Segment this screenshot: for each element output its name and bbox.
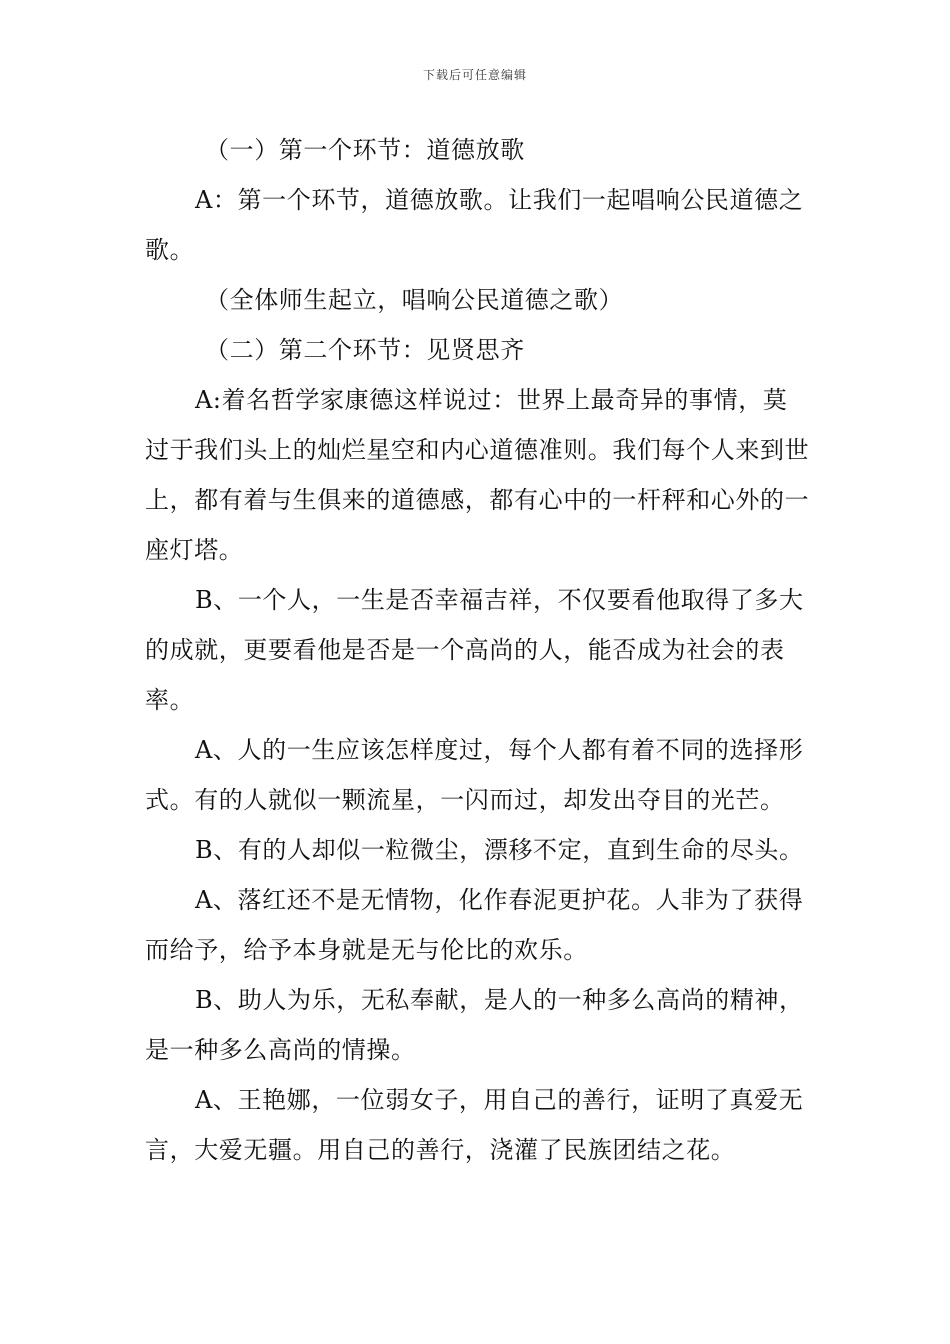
document-body (145, 125, 810, 1175)
page-header: 下载后可任意编辑 (422, 68, 527, 82)
paragraph: B、助人为乐，无私奉献，是人的一种多么高尚的精神，是一种多么高尚的情操。 (145, 986, 804, 1064)
section-heading-2: （二）第二个环节：见贤思齐 (205, 336, 525, 364)
stage-direction: （全体师生起立，唱响公民道德之歌） (205, 286, 624, 314)
section-heading-1: （一）第一个环节：道德放歌 (205, 136, 525, 164)
paragraph: B、一个人，一生是否幸福吉祥，不仅要看他取得了多大的成就，更要看他是否是一个高尚的人，能否成为社会的表率。 (145, 586, 804, 714)
paragraph: B、有的人却似一粒微尘，漂移不定，直到生命的尽头。 (195, 836, 804, 864)
paragraph: A:着名哲学家康德这样说过：世界上最奇异的事情，莫过于我们头上的灿烂星空和内心道德准则。我们每个人来到世上，都有着与生俱来的道德感，都有心中的一杆秤和心外的一座灯塔。 (145, 386, 810, 564)
paragraph: A、王艳娜，一位弱女子，用自己的善行，证明了真爱无言，大爱无疆。用自己的善行，浇灌了民族团结之花。 (145, 1086, 804, 1164)
paragraph: A、人的一生应该怎样度过，每个人都有着不同的选择形式。有的人就似一颗流星，一闪而过，却发出夺目的光芒。 (145, 736, 804, 814)
paragraph: A、落红还不是无情物，化作春泥更护花。人非为了获得而给予，给予本身就是无与伦比的欢乐。 (145, 886, 804, 964)
paragraph: A：第一个环节，道德放歌。让我们一起唱响公民道德之歌。 (145, 186, 804, 264)
